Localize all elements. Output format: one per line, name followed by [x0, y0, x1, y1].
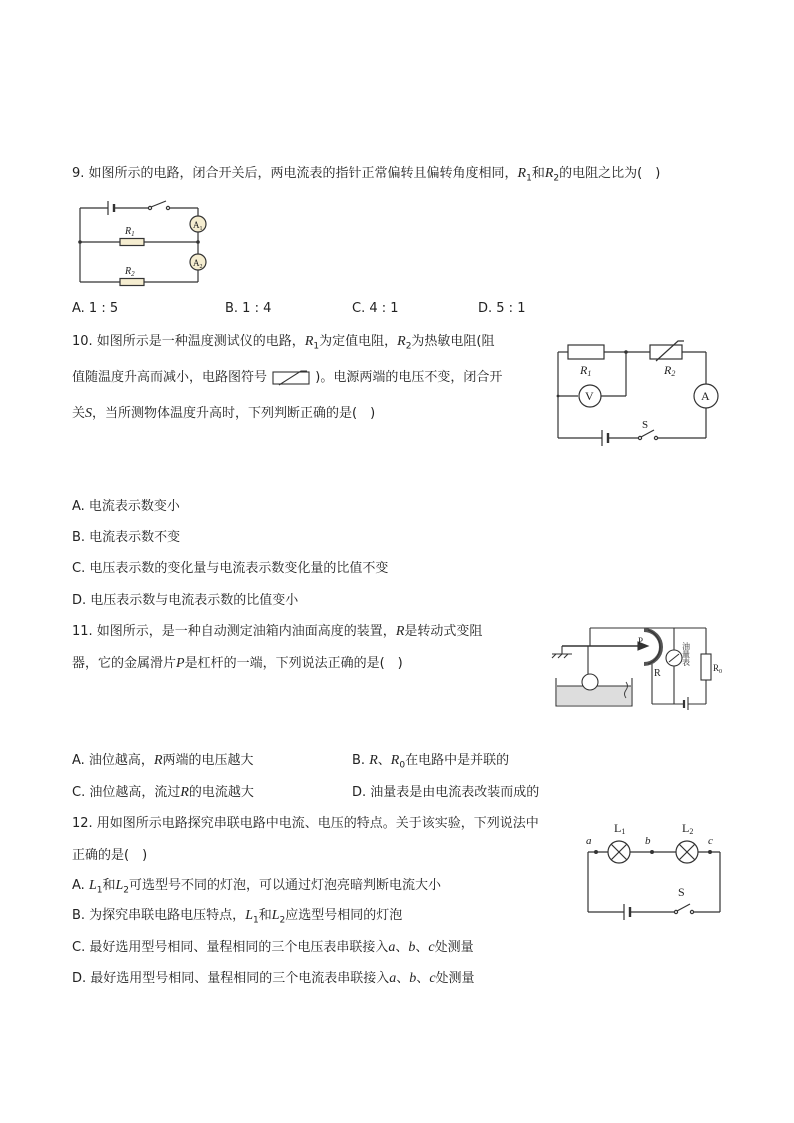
svg-text:A: A [701, 389, 710, 403]
svg-text:S: S [642, 419, 649, 431]
q12-option-d[interactable]: D. 最好选用型号相同、量程相同的三个电流表串联接入a、b、c处测量 [72, 971, 475, 986]
q12-option-a[interactable]: A. $L_1$和$L_2$可选型号不同的灯泡，可以通过灯泡亮暗判断电流大小 [72, 878, 442, 896]
switch-blade [677, 904, 690, 911]
svg-text:P: P [638, 636, 644, 646]
q10-option-d[interactable]: D. 电压表示数与电流表示数的比值变小 [72, 593, 299, 608]
q9-circuit-diagram [70, 196, 220, 290]
q10-stem-line2: 值随温度升高而减小，电路图符号 )。电源两端的电压不变，闭合开 [72, 370, 503, 385]
svg-text:R1: R1 [580, 363, 592, 378]
q12-series-circuit-diagram [582, 818, 728, 918]
q9-option-d[interactable]: D. 5 : 1 [478, 301, 526, 316]
q11-option-c[interactable]: C. 油位越高，流过R的电流越大 [72, 785, 254, 800]
svg-text:c: c [708, 835, 713, 847]
svg-text:L1: L1 [614, 821, 626, 836]
thermistor-symbol-icon [271, 370, 311, 386]
svg-text:R1: $R_1$ [125, 226, 135, 238]
svg-text:R2: R2 [664, 363, 676, 378]
q12-option-b[interactable]: B. 为探究串联电路电压特点，$L_1$和$L_2$应选型号相同的灯泡 [72, 908, 403, 926]
svg-text:R0: $R_0$ [713, 663, 723, 675]
q9-option-a[interactable]: A. 1 : 5 [72, 301, 119, 316]
svg-text:油量表: 油量表 [681, 642, 691, 666]
svg-text:L2: L2 [682, 821, 694, 836]
resistor-r2 [120, 279, 144, 286]
svg-text:R: R [654, 668, 661, 679]
svg-text:R2: $R_2$ [125, 266, 135, 278]
switch-blade [151, 201, 166, 207]
q11-option-b[interactable]: B. R、$R_0$在电路中是并联的 [352, 753, 510, 771]
q10-option-a[interactable]: A. 电流表示数变小 [72, 499, 180, 514]
q9-stem: 9. 如图所示的电路，闭合开关后，两电流表的指针正常偏转且偏转角度相同，$R_1$和$R_2$的电阻之比为( ) [72, 166, 661, 184]
resistor-r1 [568, 345, 604, 359]
q11-option-d[interactable]: D. 油量表是由电流表改装而成的 [352, 785, 540, 800]
svg-text:A2: $A_2$ [193, 258, 203, 270]
resistor-r1 [120, 239, 144, 246]
q12-stem-line2: 正确的是( ) [72, 848, 148, 863]
q12-option-c[interactable]: C. 最好选用型号相同、量程相同的三个电压表串联接入a、b、c处测量 [72, 940, 474, 955]
q11-option-a[interactable]: A. 油位越高，R两端的电压越大 [72, 753, 254, 768]
q10-circuit-diagram [554, 338, 722, 444]
svg-text:b: b [645, 835, 651, 847]
svg-text:a: a [586, 835, 592, 847]
q11-oil-gauge-diagram [548, 624, 723, 710]
svg-text:V: V [585, 389, 594, 403]
switch-blade [641, 430, 654, 437]
svg-text:S: S [678, 885, 685, 899]
svg-text:A1: $A_1$ [193, 220, 203, 232]
resistor-r0 [701, 654, 711, 680]
q10-option-c[interactable]: C. 电压表示数的变化量与电流表示数变化量的比值不变 [72, 561, 389, 576]
q10-option-b[interactable]: B. 电流表示数不变 [72, 530, 181, 545]
q10-stem-line1: 10. 如图所示是一种温度测试仪的电路，$R_1$为定值电阻，$R_2$为热敏电阻(阻 [72, 334, 495, 352]
float [582, 674, 598, 690]
q12-stem-line1: 12. 用如图所示电路探究串联电路中电流、电压的特点。关于该实验，下列说法中 [72, 816, 539, 831]
q9-option-c[interactable]: C. 4 : 1 [352, 301, 399, 316]
q11-stem-line1: 11. 如图所示，是一种自动测定油箱内油面高度的装置，R是转动式变阻 [72, 624, 483, 639]
q11-stem-line2: 器，它的金属滑片P是杠杆的一端，下列说法正确的是( ) [72, 656, 403, 671]
q9-option-b[interactable]: B. 1 : 4 [225, 301, 272, 316]
q10-stem-line3: 关S，当所测物体温度升高时，下列判断正确的是( ) [72, 406, 376, 421]
